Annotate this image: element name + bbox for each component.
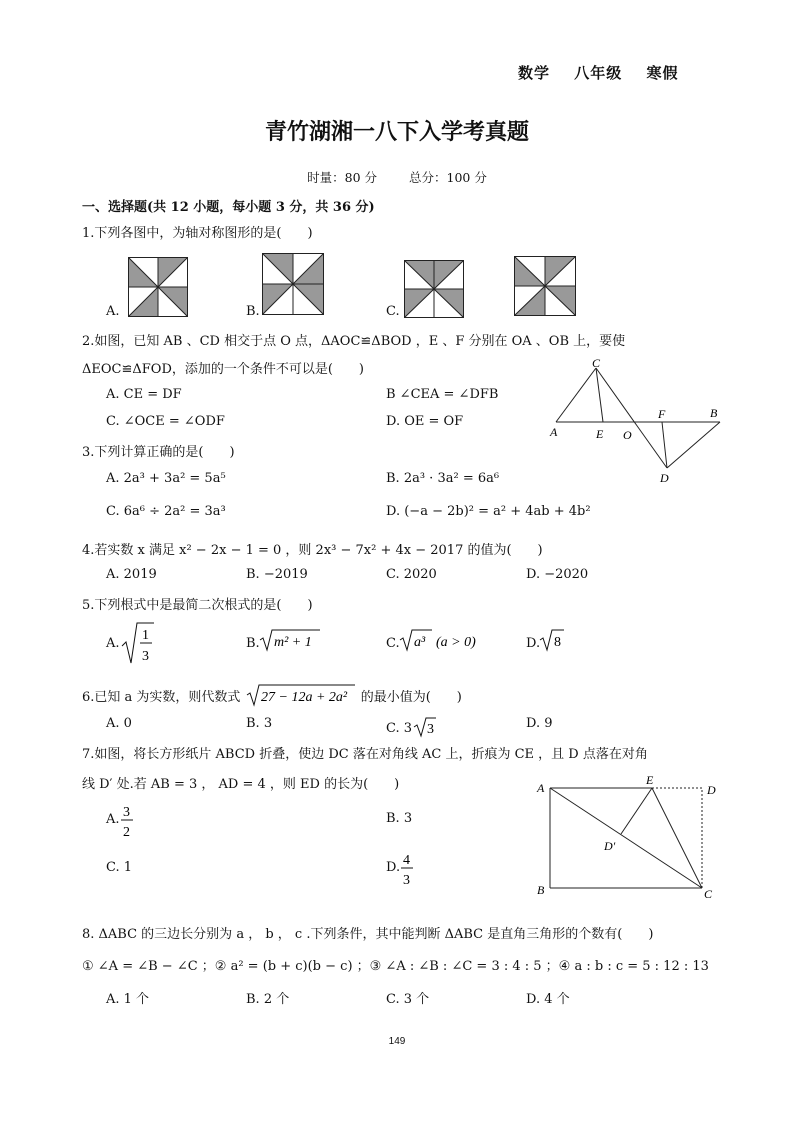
q7-d-denominator: 3 [403,873,410,888]
q5-option-c-radical [398,628,482,652]
q6-c-prefix: C. 3 [386,721,413,736]
fig2-label-o: O [623,428,632,442]
fig2-label-e: E [596,427,604,441]
q4-option-b: B. −2019 [246,567,308,582]
q7-stem-line2: 线 D′ 处.若 AB = 3 ， AD = 4 ，则 ED 的长为( ) [82,777,400,792]
q6-option-c [386,716,438,738]
q3-stem: 3.下列计算正确的是( ) [82,445,235,460]
q8-option-b: B. 2 个 [246,992,290,1007]
q6-option-a: A. 0 [106,716,132,731]
q6-radical [245,683,357,707]
q5-a-numerator: 1 [142,628,149,643]
q7-a-numerator: 3 [123,805,130,820]
q7-option-a-fraction [120,800,136,842]
q5-c-condition: (a > 0) [436,635,476,650]
q7-option-c: C. 1 [106,860,133,875]
q7-option-a: A. [106,812,120,827]
q1-option-c: C. [386,304,400,319]
q7-option-b: B. 3 [386,811,413,826]
q8-option-d: D. 4 个 [526,992,570,1007]
q5-option-a-radical [120,620,156,666]
header-term: 寒假 [646,64,679,82]
fig7-label-e: E [646,773,654,787]
fig7-label-dprime: D′ [604,839,616,853]
q8-option-a: A. 1 个 [106,992,150,1007]
q6-stem-pre: 6.已知 a 为实数，则代数式 [82,690,241,705]
q4-stem: 4.若实数 x 满足 x² − 2x − 1 = 0 ，则 2x³ − 7x² + 4x − 2017 的值为( ) [82,543,543,558]
q4-option-a: A. 2019 [106,567,157,582]
q1-stem: 1.下列各图中，为轴对称图形的是( ) [82,226,313,241]
q6-stem [82,683,462,707]
fig7-label-c: C [704,887,713,901]
q1-option-a: A. [106,304,120,319]
fig7-label-d: D [707,783,716,797]
q5-option-a: A. [106,636,120,651]
q7-option-d: D. [386,860,401,875]
q6-stem-post: 的最小值为( ) [360,690,462,705]
q5-option-b: B. [246,636,260,651]
q2-stem-line2: ΔEOC≌ΔFOD，添加的一个条件不可以是( ) [82,362,365,377]
q4-option-c: C. 2020 [386,567,437,582]
fig7-label-b: B [537,883,545,897]
fig2-label-c: C [592,356,601,370]
exam-score: 总分：100 分 [409,170,487,185]
q6-c-radicand: 3 [427,722,435,737]
q6-c-radical [412,716,438,738]
q8-option-c: C. 3 个 [386,992,430,1007]
q7-a-denominator: 2 [123,825,130,840]
q5-option-c: C. [386,636,400,651]
fig2-label-f: F [658,407,666,421]
q1-option-b: B. [246,304,260,319]
q6-option-b: B. 3 [246,716,273,731]
q1-figure-d [514,256,576,316]
q5-a-denominator: 3 [142,649,149,664]
fig2-label-b: B [710,406,718,420]
q5-option-d: D. [526,636,541,651]
fig2-label-d: D [660,471,669,485]
q5-option-b-radical [258,628,322,652]
q5-option-d-radical [538,628,566,652]
q2-option-d: D. OE = OF [386,414,464,429]
q7-option-d-fraction [400,848,416,890]
q2-figure [546,356,728,486]
q5-stem: 5.下列根式中是最简二次根式的是( ) [82,598,313,613]
q1-figure-b [262,253,324,315]
q8-stem: 8. ΔABC 的三边长分别为 a ， b ， c .下列条件，其中能判断 ΔABC 是直角三角形的个数有( ) [82,927,654,942]
q4-option-d: D. −2020 [526,567,589,582]
q2-option-a: A. CE = DF [106,387,182,402]
q3-option-c: C. 6a⁶ ÷ 2a² = 3a³ [106,504,226,519]
exam-info [0,168,794,186]
q5-d-radicand: 8 [554,635,561,650]
q6-radicand: 27 − 12a + 2a² [260,690,347,705]
fig2-label-a: A [550,425,558,439]
header-subject: 数学 [518,64,551,82]
q6-option-d: D. 9 [526,716,553,731]
q7-d-numerator: 4 [403,853,410,868]
q8-conditions: ① ∠A = ∠B − ∠C ；② a² = (b + c)(b − c) ；③ ∠A : ∠B : ∠C = 3 : 4 : 5 ；④ a : b : c = 5 : 12 : 13 [82,959,709,974]
q3-option-b: B. 2a³ · 3a² = 6a⁶ [386,471,500,486]
header-grade: 八年级 [574,64,623,82]
q7-figure [532,770,726,904]
page-number: 149 [388,1036,406,1047]
q7-stem-line1: 7.如图，将长方形纸片 ABCD 折叠，使边 DC 落在对角线 AC 上，折痕为 CE ，且 D 点落在对角 [82,747,648,762]
q2-option-b: B ∠CEA = ∠DFB [386,387,499,402]
q5-c-radicand: a³ [414,635,426,650]
q3-option-d: D. (−a − 2b)² = a² + 4ab + 4b² [386,504,591,519]
page-title: 青竹湖湘一八下入学考真题 [264,119,529,145]
exam-time: 时量：80 分 [307,170,378,185]
page-header [518,62,697,83]
q5-b-radicand: m² + 1 [274,635,312,650]
section-heading: 一、选择题(共 12 小题，每小题 3 分，共 36 分) [82,200,375,215]
q1-figure-a [128,257,188,317]
q1-figure-c [404,260,464,318]
q2-option-c: C. ∠OCE = ∠ODF [106,414,225,429]
q3-option-a: A. 2a³ + 3a² = 5a⁵ [106,471,226,486]
q2-stem-line1: 2.如图，已知 AB 、CD 相交于点 O 点，ΔAOC≌ΔBOD ，E 、F 分别在 OA 、OB 上，要使 [82,334,626,349]
fig7-label-a: A [537,781,545,795]
